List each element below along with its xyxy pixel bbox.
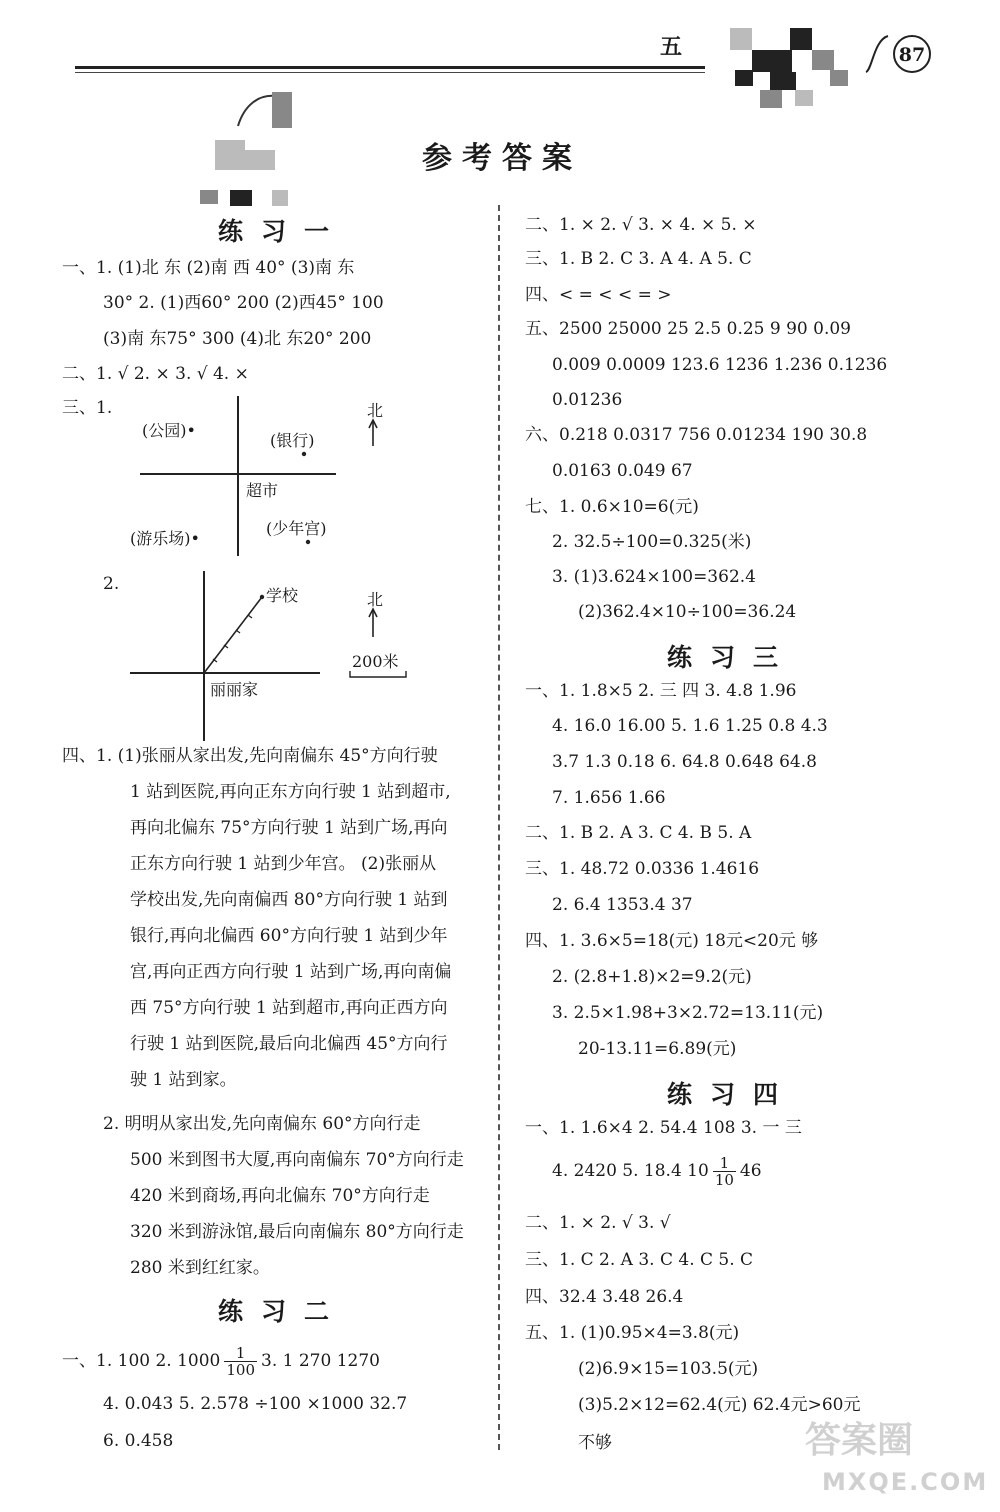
- answer-line: 二、1. √ 2. × 3. √ 4. ×: [62, 364, 249, 384]
- fraction: $\frac{1}{100}$: [226, 1344, 256, 1379]
- answer-line: 驶 1 站到家。: [130, 1070, 237, 1090]
- answer-line: 7. 1.656 1.66: [552, 788, 666, 808]
- answer-line: 学校出发,先向南偏西 80°方向行驶 1 站到: [130, 890, 448, 910]
- answer-line: 行驶 1 站到医院,最后向北偏西 45°方向行: [130, 1034, 448, 1054]
- answer-line: 五、1. (1)0.95×4=3.8(元): [525, 1323, 740, 1343]
- page-number-badge: [862, 30, 942, 80]
- section-title-ex3: 练习三: [667, 643, 797, 672]
- answer-line: 正东方向行驶 1 站到少年宫。 (2)张丽从: [130, 854, 437, 874]
- answer-line: 0.01236: [552, 390, 623, 410]
- answer-line: 五、2500 25000 25 2.5 0.25 9 90 0.09: [525, 319, 851, 339]
- section-title-ex4: 练习四: [667, 1080, 797, 1109]
- answer-line: 420 米到商场,再向北偏东 70°方向行走: [130, 1186, 430, 1206]
- answer-line: 一、1. 1.6×4 2. 54.4 108 3. 一 三: [525, 1118, 802, 1138]
- scale-bar: [350, 671, 406, 677]
- answer-line: 四、< = < < = >: [525, 285, 672, 305]
- header-rule-thin: [75, 72, 705, 73]
- answer-line: 320 米到游泳馆,最后向南偏东 80°方向行走: [130, 1222, 464, 1242]
- label-school: 学校: [266, 586, 299, 605]
- answer-line-with-fraction: 4. 2420 5. 18.4 10 $\frac{1}{10}$ 46: [552, 1154, 762, 1189]
- label-youth-palace: (少年宫): [266, 519, 327, 538]
- fraction: $\frac{1}{10}$: [714, 1154, 734, 1189]
- answer-line: 三、1.: [62, 398, 113, 418]
- answer-line: 三、1. B 2. C 3. A 4. A 5. C: [525, 249, 752, 269]
- answer-line: 四、1. (1)张丽从家出发,先向南偏东 45°方向行驶: [62, 746, 438, 766]
- answer-line: 四、32.4 3.48 26.4: [525, 1287, 684, 1307]
- page-number: 87: [898, 44, 926, 66]
- answer-line: 3. 2.5×1.98+3×2.72=13.11(元): [552, 1003, 824, 1023]
- header-rule: [75, 66, 705, 69]
- answer-line: 六、0.218 0.0317 756 0.01234 190 30.8: [525, 425, 868, 445]
- grade-mark: 五: [660, 34, 683, 60]
- answer-line: 七、1. 0.6×10=6(元): [525, 497, 699, 517]
- answer-line: 2. 6.4 1353.4 37: [552, 895, 693, 915]
- answer-line: (2)6.9×15=103.5(元): [578, 1359, 759, 1379]
- answer-line: 20-13.11=6.89(元): [578, 1039, 737, 1059]
- label-bank: (银行): [270, 431, 315, 450]
- section-title-ex2: 练习二: [218, 1297, 348, 1326]
- answer-line: 500 米到图书大厦,再向南偏东 70°方向行走: [130, 1150, 464, 1170]
- answer-line: 3. (1)3.624×100=362.4: [552, 567, 756, 587]
- answer-line: 银行,再向北偏西 60°方向行驶 1 站到少年: [130, 926, 448, 946]
- answer-line: 2. 明明从家出发,先向南偏东 60°方向行走: [103, 1114, 421, 1134]
- label-home: 丽丽家: [210, 680, 259, 699]
- answer-line: 不够: [578, 1433, 612, 1453]
- north-label: 北: [367, 401, 384, 420]
- map-diagram-2: [120, 565, 420, 745]
- label-park: (公园)•: [142, 421, 196, 440]
- answer-line: (3)南 东75° 300 (4)北 东20° 200: [103, 329, 372, 349]
- answer-line: 0.009 0.0009 123.6 1236 1.236 0.1236: [552, 355, 888, 375]
- answer-line: 宫,再向正西方向行驶 1 站到广场,再向南偏: [130, 962, 452, 982]
- scale-label: 200米: [352, 652, 399, 671]
- answer-line: 2. (2.8+1.8)×2=9.2(元): [552, 967, 752, 987]
- answer-line: 280 米到红红家。: [130, 1258, 270, 1278]
- section-title-ex1: 练习一: [218, 217, 348, 246]
- answer-line: 2. 32.5÷100=0.325(米): [552, 532, 752, 552]
- answer-line: 再向北偏东 75°方向行驶 1 站到广场,再向: [130, 818, 448, 838]
- answer-line-with-fraction: 一、1. 100 2. 1000 $\frac{1}{100}$ 3. 1 270 1270: [62, 1344, 380, 1379]
- answer-line: 30° 2. (1)西60° 200 (2)西45° 100: [103, 293, 384, 313]
- answer-line: 4. 16.0 16.00 5. 1.6 1.25 0.8 4.3: [552, 716, 828, 736]
- answer-line: 西 75°方向行驶 1 站到超市,再向正西方向: [130, 998, 448, 1018]
- watermark-url: MXQE.COM: [822, 1468, 989, 1496]
- page-title: 参考答案: [422, 141, 582, 176]
- question-label: 2.: [103, 574, 120, 594]
- answer-line: 1 站到医院,再向正东方向行驶 1 站到超市,: [130, 782, 451, 802]
- watermark-logo: 答案圈: [805, 1420, 914, 1461]
- answer-line: 6. 0.458: [103, 1431, 174, 1451]
- answer-line: 二、1. B 2. A 3. C 4. B 5. A: [525, 823, 752, 843]
- answer-line: 4. 0.043 5. 2.578 ÷100 ×1000 32.7: [103, 1394, 408, 1414]
- column-divider: [498, 205, 500, 1450]
- answer-line: (3)5.2×12=62.4(元) 62.4元>60元: [578, 1395, 861, 1415]
- answer-line: 一、1. 1.8×5 2. 三 四 3. 4.8 1.96: [525, 681, 797, 701]
- label-market: 超市: [246, 481, 279, 500]
- answer-line: 0.0163 0.049 67: [552, 461, 693, 481]
- answer-line: 四、1. 3.6×5=18(元) 18元<20元 够: [525, 931, 819, 951]
- answer-line: 3.7 1.3 0.18 6. 64.8 0.648 64.8: [552, 752, 817, 772]
- answer-line: 三、1. C 2. A 3. C 4. C 5. C: [525, 1250, 754, 1270]
- answer-line: 三、1. 48.72 0.0336 1.4616: [525, 859, 760, 879]
- map-diagram-1: [120, 390, 420, 560]
- label-playground: (游乐场)•: [130, 529, 200, 548]
- answer-line: 一、1. (1)北 东 (2)南 西 40° (3)南 东: [62, 258, 355, 278]
- answer-line: 二、1. × 2. √ 3. √: [525, 1213, 671, 1233]
- answer-line: (2)362.4×10÷100=36.24: [578, 602, 797, 622]
- north-label: 北: [367, 590, 384, 609]
- answer-line: 二、1. × 2. √ 3. × 4. × 5. ×: [525, 215, 757, 235]
